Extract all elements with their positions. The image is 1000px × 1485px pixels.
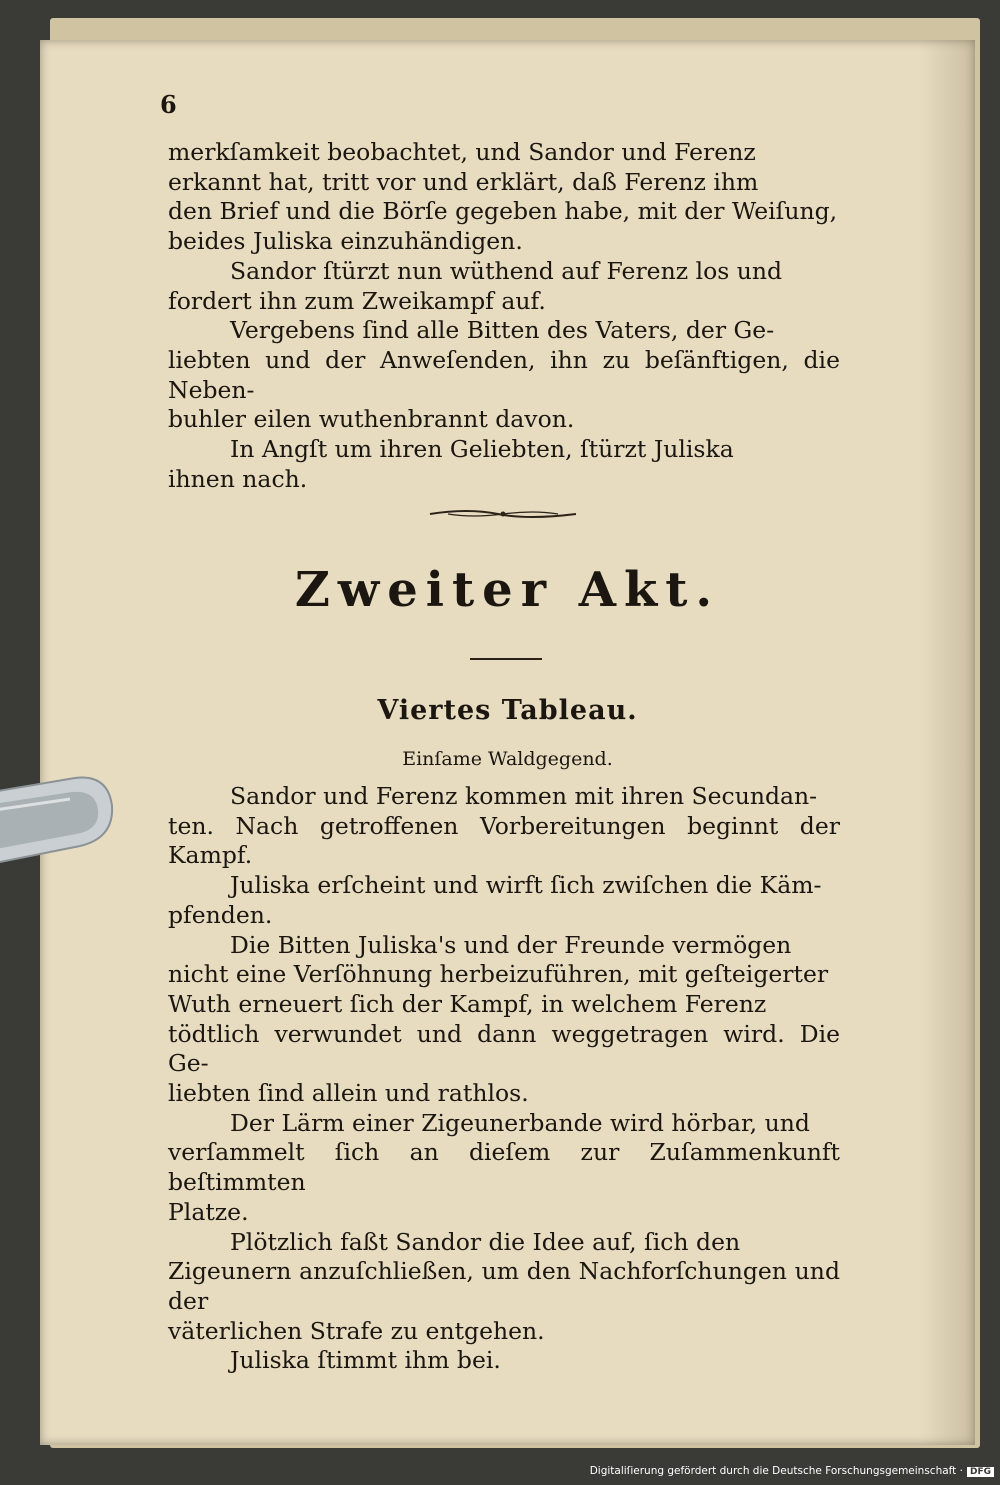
- text-line: ihnen nach.: [168, 464, 308, 493]
- text-line: Juliska erſcheint und wirft ſich zwiſchen die Käm-: [230, 871, 822, 900]
- paragraph: [168, 1346, 840, 1376]
- text-line: liebten und der Anweſenden, ihn zu beſänftigen, die Neben-: [168, 345, 840, 404]
- text-line: Der Lärm einer Zigeunerbande wird hörbar, und: [230, 1108, 810, 1137]
- text-line: Sandor ſtürzt nun wüthend auf Ferenz los und: [230, 256, 783, 285]
- text-line: Wuth erneuert ſich der Kampf, in welchem Ferenz: [168, 989, 767, 1018]
- paragraph: [168, 782, 840, 871]
- text-line: In Angſt um ihren Geliebten, ſtürzt Juliska: [230, 435, 734, 464]
- text-line: merkſamkeit beobachtet, und Sandor und Ferenz: [168, 138, 756, 166]
- text-line: väterlichen Strafe zu entgehen.: [168, 1316, 545, 1345]
- ornament-divider: [428, 504, 578, 524]
- paragraph: [168, 257, 840, 316]
- paragraph: [168, 871, 840, 930]
- text-line: Die Bitten Juliska's und der Freunde vermögen: [230, 930, 792, 959]
- text-line: Zigeunern anzuſchließen, um den Nachforſchungen und der: [168, 1257, 840, 1315]
- text-block-bottom: [168, 782, 840, 1376]
- text-line: nicht eine Verſöhnung herbeizuführen, mit geſteigerter: [168, 960, 829, 989]
- text-line: Vergebens ſind alle Bitten des Vaters, der Ge-: [230, 316, 775, 345]
- paragraph: [168, 316, 840, 435]
- text-line: liebten ſind allein und rathlos.: [168, 1079, 529, 1108]
- text-block-top: [168, 138, 840, 494]
- paragraph: [168, 1228, 840, 1347]
- text-line: den Brief und die Börſe gegeben habe, mit der Weiſung,: [168, 197, 838, 226]
- text-line: tödtlich verwundet und dann weggetragen wird. Die Ge-: [168, 1019, 840, 1078]
- digitization-footer: [590, 1465, 994, 1477]
- scene-setting: Einſame Waldgegend.: [402, 748, 613, 770]
- paragraph: [168, 1109, 840, 1228]
- text-line: ten. Nach getroffenen Vorbereitungen beginnt der Kampf.: [168, 811, 840, 870]
- text-line: Juliska ſtimmt ihm bei.: [230, 1346, 501, 1375]
- tableau-title: Viertes Tableau.: [377, 695, 638, 726]
- text-line: Sandor und Ferenz kommen mit ihren Secundan-: [230, 782, 818, 810]
- book-clip-icon: [0, 766, 135, 886]
- paragraph: [168, 931, 840, 1109]
- title-rule: [470, 658, 542, 660]
- text-line: pfenden.: [168, 900, 273, 929]
- book-page: [40, 40, 975, 1445]
- act-title: Zweiter Akt.: [294, 562, 721, 618]
- footer-text: Digitaliſierung gefördert durch die Deutsche Forschungsgemeinschaft ·: [589, 1465, 963, 1477]
- text-line: beides Juliska einzuhändigen.: [168, 227, 523, 256]
- text-line: erkannt hat, tritt vor und erklärt, daß Ferenz ihm: [168, 167, 759, 196]
- page-number: 6: [160, 90, 177, 119]
- dfg-logo: DFG: [967, 1467, 994, 1477]
- paragraph: [168, 435, 840, 494]
- page-edge-shadow: [920, 40, 975, 1445]
- text-line: Plötzlich faßt Sandor die Idee auf, ſich den: [230, 1227, 741, 1256]
- paragraph: [168, 138, 840, 257]
- text-line: verſammelt ſich an dieſem zur Zuſammenkunft beſtimmten: [168, 1138, 840, 1197]
- text-line: buhler eilen wuthenbrannt davon.: [168, 405, 575, 434]
- text-line: fordert ihn zum Zweikampf auf.: [168, 286, 546, 315]
- text-line: Platze.: [168, 1197, 249, 1226]
